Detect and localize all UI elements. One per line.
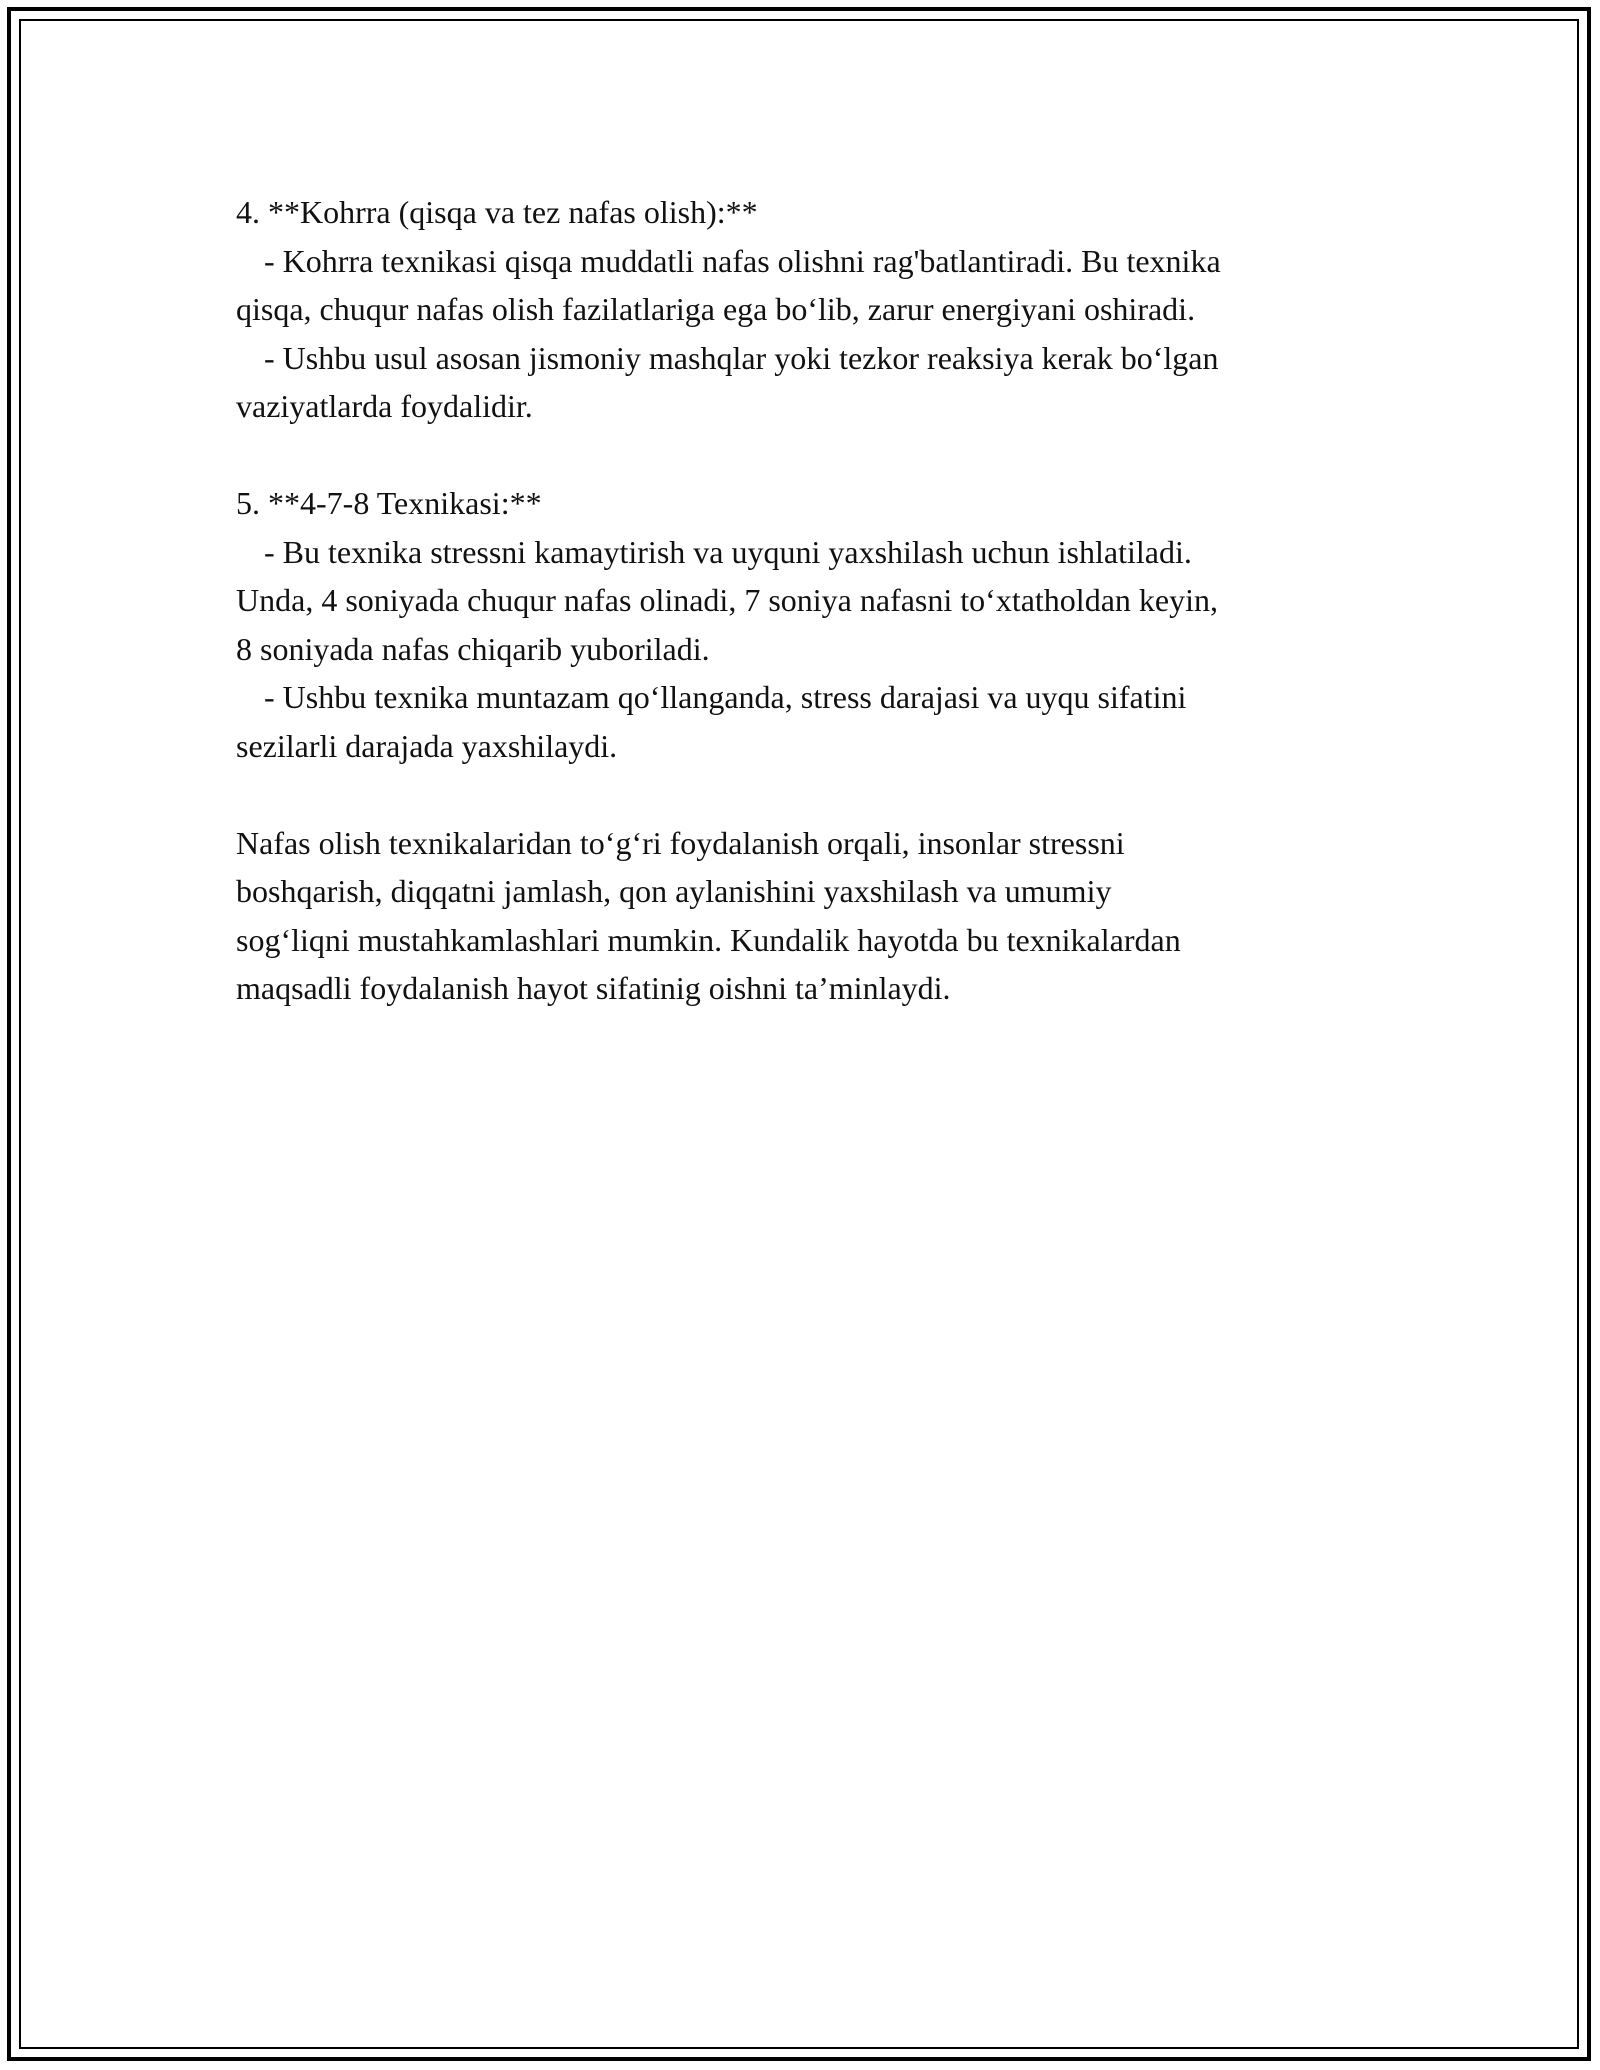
conclusion-line-3: sog‘liqni mustahkamlashlari mumkin. Kundalik hayotda bu texnikalardan [236, 921, 1181, 958]
section-4-item-1-line-1: - Kohrra texnikasi qisqa muddatli nafas olishni rag'batlantiradi. Bu texnika [264, 242, 1221, 279]
section-5-item-2-line-1: - Ushbu texnika muntazam qo‘llanganda, stress darajasi va uyqu sifatini [264, 679, 1187, 715]
paragraph-gap [236, 770, 1386, 819]
section-4-item-2-line-1: - Ushbu usul asosan jismoniy mashqlar yoki tezkor reaksiya kerak bo‘lgan [264, 339, 1219, 376]
section-5-item-1-line-2: Unda, 4 soniyada chuqur nafas olinadi, 7 soniya nafasni to‘xtatholdan keyin, [236, 582, 1218, 618]
section-5-item-1-line-3: 8 soniyada nafas chiqarib yuboriladi. [236, 630, 710, 667]
section-4-item-2-line-2: vaziyatlarda foydalidir. [236, 388, 533, 424]
document-body [236, 188, 1386, 1013]
section-5-item-2-line-2: sezilarli darajada yaxshilaydi. [236, 727, 618, 764]
section-5-item-1-line-1: - Bu texnika stressni kamaytirish va uyquni yaxshilash uchun ishlatiladi. [264, 533, 1192, 570]
paragraph-gap [236, 431, 1386, 480]
section-5-heading: 5. **4-7-8 Texnikasi:** [236, 485, 542, 521]
section-4-item-1-line-2: qisqa, chuqur nafas olish fazilatlariga ega bo‘lib, zarur energiyani oshiradi. [236, 291, 1196, 327]
conclusion-line-2: boshqarish, diqqatni jamlash, qon aylanishini yaxshilash va umumiy [236, 873, 1112, 909]
conclusion-line-1: Nafas olish texnikalaridan to‘g‘ri foydalanish orqali, insonlar stressni [236, 824, 1125, 861]
section-4-heading: 4. **Kohrra (qisqa va tez nafas olish):** [236, 194, 758, 230]
conclusion-line-4: maqsadli foydalanish hayot sifatinig oishni ta’minlaydi. [236, 970, 951, 1006]
